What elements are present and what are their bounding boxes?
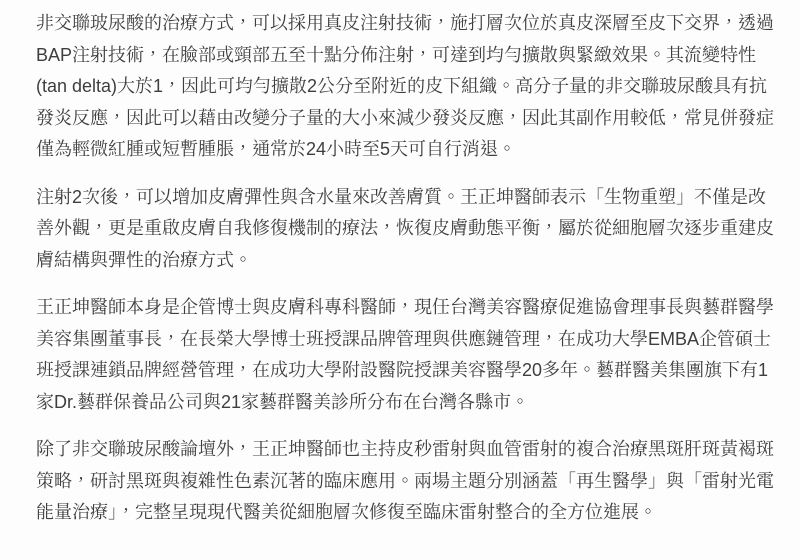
article-paragraph-bio-remodeling: 注射2次後，可以增加皮膚彈性與含水量來改善膚質。王正坤醫師表示「生物重塑」不僅是改善外觀，更是重啟皮膚自我修復機制的療法，恢復皮膚動態平衡，屬於從細胞層次逐步重建皮膚結構與彈性的治療方式。 <box>36 186 774 270</box>
article-paragraph-laser-forum: 除了非交聯玻尿酸論壇外，王正坤醫師也主持皮秒雷射與血管雷射的複合治療黑斑肝斑黃褐斑策略，研討黑斑與複雜性色素沉著的臨床應用。兩場主題分別涵蓋「再生醫學」與「雷射光電能量治療」，完整呈現現代醫美從細胞層次修復至臨床雷射整合的全方位進展。 <box>36 439 774 522</box>
article-paragraph-treatment-method: 非交聯玻尿酸的治療方式，可以採用真皮注射技術，施打層次位於真皮深層至皮下交界，透過BAP注射技術，在臉部或頸部五至十點分佈注射，可達到均勻擴散與緊緻效果。其流變特性(tan delta)大於1，因此可均勻擴散2公分至附近的皮下組織。高分子量的非交聯玻尿酸具有抗發炎反應，因此可以藉由改變分子量的大小來減少發炎反應，因此其副作用較低，常見併發症僅為輕微紅腫或短暫腫脹，通常於24小時至5天可自行消退。 <box>36 13 774 159</box>
article-paragraph-doctor-background: 王正坤醫師本身是企管博士與皮膚科專科醫師，現任台灣美容醫療促進協會理事長與藝群醫學美容集團董事長，在長榮大學博士班授課品牌管理與供應鏈管理，在成功大學EMBA企管碩士班授課連鎖品牌經營管理，在成功大學附設醫院授課美容醫學20多年。藝群醫美集團旗下有1家Dr.藝群保養品公司與21家藝群醫美診所分布在台灣各縣市。 <box>36 297 774 412</box>
